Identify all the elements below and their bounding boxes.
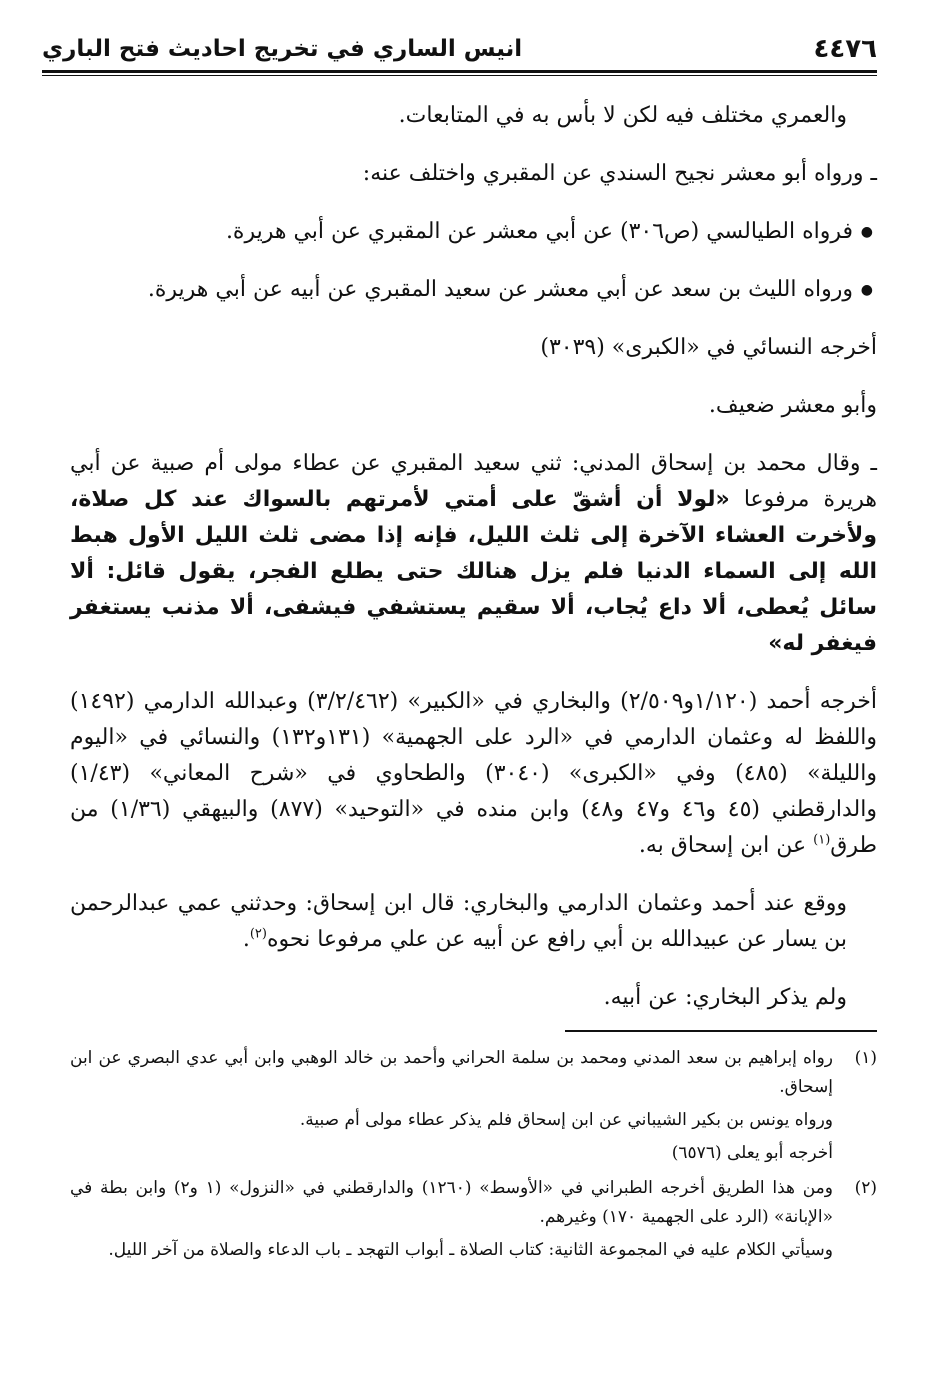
footnote-2-text: ومن هذا الطريق أخرجه الطبراني في «الأوسط» (١٢٦٠) والدارقطني في «النزول» (١ و٢) وابن بطة في «الإبانة» (الرد على الجهمية ١٧٠) وغيرهم.: [70, 1178, 833, 1227]
footnote-separator: [565, 1030, 877, 1032]
footnote-1: [70, 1044, 877, 1102]
footnote-1-text: رواه إبراهيم بن سعد المدني ومحمد بن سلمة الحراني وأحمد بن خالد الوهبي وابن أبي عدي البصري عن ابن إسحاق.: [70, 1048, 833, 1097]
footnote-ref-2[interactable]: (٢): [249, 926, 267, 942]
hadith-intro: ـ وقال محمد بن إسحاق المدني: ثني سعيد المقبري عن عطاء مولى أم صبية عن أبي هريرة مرفوعا: [70, 451, 878, 512]
bullet-item-2: [70, 272, 877, 308]
bullet-icon: ●: [860, 282, 873, 298]
paragraph-8: ولم يذكر البخاري: عن أبيه.: [603, 985, 847, 1010]
paragraph-2: ـ ورواه أبو معشر نجيح السندي عن المقبري واختلف عنه:: [362, 161, 877, 186]
footnote-2-line-2: وسيأتي الكلام عليه في المجموعة الثانية: كتاب الصلاة ـ أبواب التهجد ـ باب الدعاء والصلاة من آخر الليل.: [108, 1240, 833, 1260]
takhrij-end: عن ابن إسحاق به.: [638, 833, 814, 858]
paragraph-7-end: .: [242, 927, 250, 952]
bullet-text-1: فرواه الطيالسي (ص٣٠٦) عن أبي معشر عن المقبري عن أبي هريرة.: [225, 219, 853, 244]
hadith-text: «لولا أن أشقّ على أمتي لأمرتهم بالسواك عند كل صلاة، ولأخرت العشاء الآخرة إلى ثلث الليل، فإنه إذا مضى ثلث الليل الأول هبط الله إلى السماء الدنيا فلم يزل هنالك حتى يطلع الفجر، يقول قائل: ألا سائل يُعطى، ألا داع يُجاب، ألا سقيم يستشفي فيشفى، ألا مذنب يستغفر فيغفر له»: [70, 487, 877, 656]
paragraph-1: والعمري مختلف فيه لكن لا بأس به في المتابعات.: [398, 103, 847, 128]
paragraph-4: وأبو معشر ضعيف.: [708, 393, 877, 418]
paragraph-7: [70, 886, 877, 958]
footnote-2: [70, 1174, 877, 1232]
page-header: [42, 28, 877, 72]
bullet-icon: ●: [860, 224, 873, 240]
header-rule-thin: [42, 75, 877, 76]
paragraph-5: [70, 446, 877, 662]
footnote-ref-1[interactable]: (١): [813, 832, 831, 848]
book-title: انيس الساري في تخريج احاديث فتح الباري: [42, 36, 523, 62]
paragraph-6: [70, 684, 877, 864]
bullet-text-2: ورواه الليث بن سعد عن أبي معشر عن سعيد المقبري عن أبيه عن أبي هريرة.: [147, 277, 853, 302]
page-number: ٤٤٧٦: [813, 34, 877, 64]
header-rule: [42, 70, 877, 73]
takhrij-text: أخرجه أحمد (١/١٢٠و٢/٥٠٩) والبخاري في «الكبير» (٣/٢/٤٦٢) وعبدالله الدارمي (١٤٩٢) واللفظ له وعثمان الدارمي في «الرد على الجهمية» (١٣١و١٣٢) والنسائي في «اليوم والليلة» (٤٨٥) وفي «الكبرى» (٣٠٤٠) والطحاوي في «شرح المعاني» (١/٤٣) والدارقطني (٤٥ و٤٦ و٤٧ و٤٨) وابن منده في «التوحيد» (٨٧٧) والبيهقي (١/٣٦) من طرق: [70, 689, 878, 858]
footnote-number-2: (٢): [854, 1178, 877, 1198]
paragraph-3: أخرجه النسائي في «الكبرى» (٣٠٣٩): [540, 335, 877, 360]
paragraph-7-text: ووقع عند أحمد وعثمان الدارمي والبخاري: قال ابن إسحاق: وحدثني عمي عبدالرحمن بن يسار عن عبيدالله بن أبي رافع عن أبيه عن علي مرفوعا نحوه: [70, 891, 847, 952]
footnote-1-line-3: أخرجه أبو يعلى (٦٥٧٦): [671, 1143, 833, 1163]
footnote-1-line-2: ورواه يونس بن بكير الشيباني عن ابن إسحاق فلم يذكر عطاء مولى أم صبية.: [299, 1110, 833, 1130]
footnotes: [70, 1044, 877, 1265]
main-text: [70, 98, 877, 1016]
bullet-item-1: [70, 214, 877, 250]
footnote-number-1: (١): [854, 1048, 877, 1068]
